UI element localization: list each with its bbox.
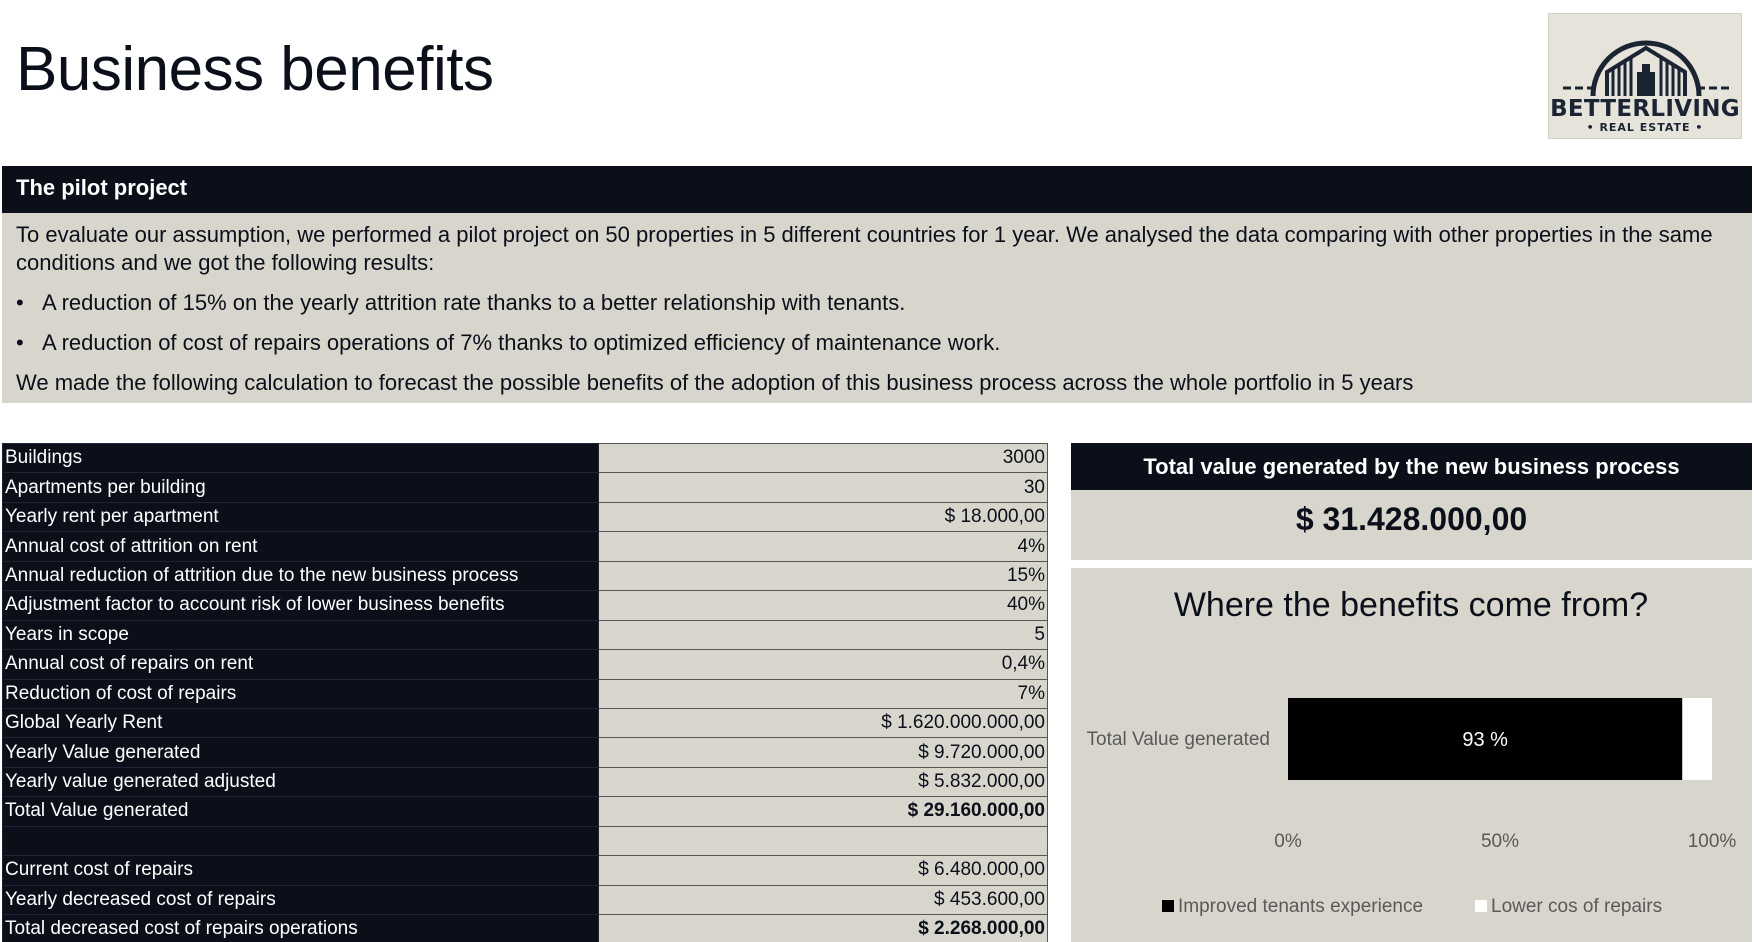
row-value: $ 1.620.000.000,00 bbox=[599, 708, 1048, 737]
row-label: Yearly Value generated bbox=[3, 738, 599, 767]
total-value-amount: $ 31.428.000,00 bbox=[1071, 490, 1752, 560]
bullet-text: A reduction of cost of repairs operations of 7% thanks to optimized efficiency of maintenance work. bbox=[42, 330, 1001, 355]
table-row bbox=[3, 826, 1048, 855]
pilot-section-body bbox=[2, 213, 1752, 403]
table-row bbox=[3, 679, 1048, 708]
bar-segment-2 bbox=[1682, 698, 1712, 780]
bar-data-label: 93 % bbox=[1462, 729, 1508, 751]
table-row bbox=[3, 767, 1048, 796]
table-row bbox=[3, 502, 1048, 531]
benefits-chart-svg bbox=[1071, 568, 1752, 942]
bullet-text: A reduction of 15% on the yearly attrition rate thanks to a better relationship with tenants. bbox=[42, 290, 906, 315]
row-value: 4% bbox=[599, 532, 1048, 561]
row-label: Yearly value generated adjusted bbox=[3, 767, 599, 796]
row-label: Apartments per building bbox=[3, 473, 599, 502]
table-row bbox=[3, 856, 1048, 885]
page-title: Business benefits bbox=[16, 35, 494, 104]
row-label: Annual cost of attrition on rent bbox=[3, 532, 599, 561]
legend-swatch bbox=[1162, 900, 1174, 912]
logo-subtitle: • REAL ESTATE • bbox=[1586, 121, 1704, 134]
row-label: Years in scope bbox=[3, 620, 599, 649]
row-label: Total decreased cost of repairs operations bbox=[3, 915, 599, 942]
row-value: 3000 bbox=[599, 444, 1048, 473]
table-row bbox=[3, 708, 1048, 737]
row-label: Buildings bbox=[3, 444, 599, 473]
x-tick-label: 0% bbox=[1274, 831, 1302, 852]
bullet-marker: • bbox=[16, 330, 24, 355]
table-row bbox=[3, 650, 1048, 679]
table-row bbox=[3, 473, 1048, 502]
row-value: 5 bbox=[599, 620, 1048, 649]
x-tick-label: 100% bbox=[1687, 831, 1737, 852]
legend-swatch bbox=[1475, 900, 1487, 912]
row-label bbox=[3, 826, 599, 855]
row-value: 40% bbox=[599, 591, 1048, 620]
company-logo bbox=[1548, 13, 1742, 139]
calculation-table bbox=[2, 443, 1048, 942]
row-value: $ 6.480.000,00 bbox=[599, 856, 1048, 885]
table-row bbox=[3, 591, 1048, 620]
row-label: Current cost of repairs bbox=[3, 856, 599, 885]
pilot-section-header: The pilot project bbox=[2, 166, 1752, 213]
row-value: $ 29.160.000,00 bbox=[599, 797, 1048, 826]
row-label: Yearly decreased cost of repairs bbox=[3, 885, 599, 914]
logo-wordmark: BETTERLIVING bbox=[1550, 96, 1740, 122]
pilot-bullet bbox=[16, 329, 1738, 357]
row-value: $ 2.268.000,00 bbox=[599, 915, 1048, 942]
row-label: Reduction of cost of repairs bbox=[3, 679, 599, 708]
row-label: Annual reduction of attrition due to the new business process bbox=[3, 561, 599, 590]
table-row bbox=[3, 532, 1048, 561]
row-label: Total Value generated bbox=[3, 797, 599, 826]
table-row bbox=[3, 444, 1048, 473]
row-value: $ 453.600,00 bbox=[599, 885, 1048, 914]
row-value bbox=[599, 826, 1048, 855]
row-value: $ 5.832.000,00 bbox=[599, 767, 1048, 796]
row-value: $ 9.720.000,00 bbox=[599, 738, 1048, 767]
table-row bbox=[3, 885, 1048, 914]
row-value: 7% bbox=[599, 679, 1048, 708]
row-label: Yearly rent per apartment bbox=[3, 502, 599, 531]
row-label: Annual cost of repairs on rent bbox=[3, 650, 599, 679]
row-label: Global Yearly Rent bbox=[3, 708, 599, 737]
pilot-intro: To evaluate our assumption, we performed a pilot project on 50 properties in 5 different countries for 1 year. We analysed the data comparing with other properties in the same conditions and we got the following results: bbox=[16, 222, 1713, 275]
table-row bbox=[3, 738, 1048, 767]
table-row bbox=[3, 915, 1048, 942]
bullet-marker: • bbox=[16, 290, 24, 315]
benefits-chart bbox=[1071, 568, 1752, 942]
total-value-title: Total value generated by the new business process bbox=[1071, 443, 1752, 490]
table-row bbox=[3, 620, 1048, 649]
x-tick-label: 50% bbox=[1480, 831, 1520, 852]
legend-label: Improved tenants experience bbox=[1178, 896, 1424, 917]
row-value: 0,4% bbox=[599, 650, 1048, 679]
row-label: Adjustment factor to account risk of lower business benefits bbox=[3, 591, 599, 620]
chart-title: Where the benefits come from? bbox=[1173, 586, 1649, 624]
category-label: Total Value generated bbox=[1086, 729, 1270, 750]
legend-label: Lower cos of repairs bbox=[1491, 896, 1663, 917]
row-value: 15% bbox=[599, 561, 1048, 590]
row-value: $ 18.000,00 bbox=[599, 502, 1048, 531]
table-row bbox=[3, 797, 1048, 826]
pilot-conclusion: We made the following calculation to forecast the possible benefits of the adoption of this business process across the whole portfolio in 5 years bbox=[16, 370, 1414, 395]
table-row bbox=[3, 561, 1048, 590]
row-value: 30 bbox=[599, 473, 1048, 502]
pilot-bullet bbox=[16, 289, 1738, 317]
